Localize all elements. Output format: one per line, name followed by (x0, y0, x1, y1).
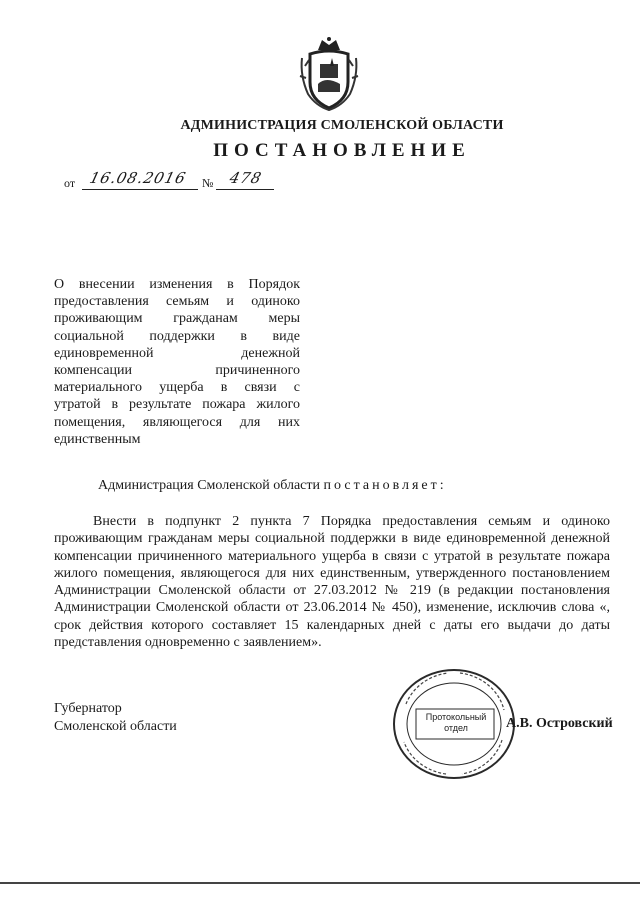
subject-line: единовременной денежной (54, 345, 300, 361)
page-bottom-border (0, 882, 640, 884)
preamble-keyword: постановляет: (323, 478, 447, 493)
number-underline (216, 189, 274, 190)
subject-line: помещения, являющегося для них (54, 414, 300, 430)
date-underline (82, 189, 198, 190)
subject-line: О внесении изменения в Порядок (54, 277, 300, 292)
administration-title: АДМИНИСТРАЦИЯ СМОЛЕНСКОЙ ОБЛАСТИ (180, 118, 504, 133)
body-paragraph: Внести в подпункт 2 пункта 7 Порядка предоставления семьям и одиноко проживающим гражданам меры социальной поддержки в виде единовременной денежной компенсации причиненного материального ущерба в связи с утратой в результате пожара жилого помещения, являющегося для них единственным, утвержденного постановлением Администрации Смоленской области от 27.03.2012 № 219 (в редакции постановления Администрации Смоленской области от 23.06.2014 № 450), изменение, исключив слова «, срок действия которого составляет 15 календарных дней с даты его выдачи до даты представления одновременно с заявлением». (54, 514, 610, 651)
preamble (98, 478, 447, 494)
subject-line: социальной поддержки в виде (54, 328, 300, 344)
date-label: от (64, 176, 76, 190)
subject-line: материального ущерба в связи с (54, 380, 300, 396)
subject-line: предоставления семьям и одиноко (54, 294, 300, 310)
subject-line: единственным (54, 431, 141, 447)
subject-line: компенсации причиненного (54, 363, 300, 379)
preamble-prefix: Администрация Смоленской области (98, 478, 321, 493)
number-label: № (202, 176, 214, 190)
subject-line: проживающим гражданам меры (54, 311, 300, 327)
subject-line: утратой в результате пожара жилого (54, 397, 300, 413)
signatory-name: А.В. Островский (506, 716, 613, 731)
position-line: Губернатор (54, 701, 122, 716)
stamp-line: отдел (444, 723, 468, 733)
number-value: 478 (227, 169, 264, 187)
position-line: Смоленской области (54, 718, 177, 734)
signatory-position (54, 700, 177, 735)
stamp-line: Протокольный (425, 712, 487, 722)
document-subject (54, 276, 300, 448)
smolensk-coat-of-arms-icon (296, 36, 362, 112)
date-value: 16.08.2016 (87, 169, 189, 187)
document-type-heading: ПОСТАНОВЛЕНИЕ (213, 140, 471, 161)
stamp-inner-text (416, 712, 496, 734)
